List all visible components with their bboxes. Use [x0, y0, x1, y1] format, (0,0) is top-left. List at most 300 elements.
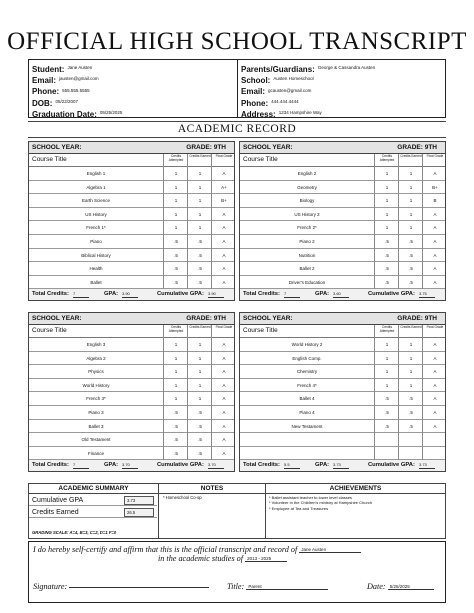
final-grade: A	[222, 382, 226, 388]
credits-attempted-header: Credits Attempted	[168, 154, 184, 162]
final-grade: A+	[221, 184, 227, 190]
student-value: Jane Austen	[67, 65, 93, 71]
table-row	[29, 379, 234, 393]
credits-attempted: 1	[385, 184, 389, 190]
final-grade: A	[222, 171, 226, 176]
address-label: Address:	[241, 109, 276, 119]
credits-attempted: .5	[385, 266, 389, 272]
course-title: English 1	[86, 171, 106, 176]
table-row	[29, 167, 234, 181]
table-row	[240, 262, 445, 276]
cumulative-gpa-row	[29, 495, 157, 506]
cumulative-gpa-value: 3.73	[419, 461, 435, 469]
credits-attempted: 1	[174, 171, 178, 176]
school-year-label: SCHOOL YEAR:	[243, 315, 293, 322]
final-grade: A	[433, 409, 437, 415]
column-divider	[398, 325, 399, 460]
credits-earned: .5	[409, 279, 413, 285]
academic-summary-title: ACADEMIC SUMMARY	[29, 484, 158, 494]
column-divider	[422, 325, 423, 460]
school-phone-value: 444.444.4444	[271, 98, 299, 104]
year-table	[239, 312, 446, 472]
email-row	[32, 73, 241, 84]
column-header	[240, 325, 445, 338]
course-title: Geometry	[297, 184, 317, 190]
credits-attempted: .5	[385, 279, 389, 285]
credits-earned: 1	[409, 184, 413, 190]
year-table	[239, 141, 446, 301]
final-grade: A	[222, 396, 226, 402]
title-field[interactable]	[227, 582, 328, 591]
column-divider	[422, 154, 423, 289]
course-title-header: Course Title	[32, 327, 67, 334]
school-value: Austen Homeschool	[273, 76, 314, 82]
course-title: English 2	[297, 171, 317, 176]
table-row	[240, 221, 445, 235]
final-grade: A	[433, 279, 437, 285]
credits-attempted: .5	[385, 409, 389, 415]
table-row	[240, 406, 445, 420]
credits-earned: 1	[409, 211, 413, 217]
final-grade: A	[222, 225, 226, 231]
course-title: Driver's Education	[288, 279, 326, 285]
column-divider	[398, 154, 399, 289]
credits-earned-header: Credits Earned	[189, 325, 211, 329]
year-table	[28, 312, 235, 472]
credits-earned: 1	[409, 369, 413, 375]
course-title: Ballet 3	[88, 423, 104, 429]
credits-earned: 1	[198, 225, 202, 231]
column-divider	[187, 325, 188, 460]
credits-attempted: 1	[174, 211, 178, 217]
course-title: Finance	[87, 450, 104, 456]
credits-attempted: .5	[174, 450, 178, 456]
credits-attempted: 1	[174, 355, 178, 361]
final-grade: A	[433, 396, 437, 402]
credits-attempted: .5	[174, 279, 178, 285]
graduation-value: 05/25/2025	[99, 109, 123, 115]
course-title-header: Course Title	[243, 156, 278, 163]
credits-attempted: 1	[174, 369, 178, 375]
year-header	[29, 313, 234, 325]
credits-earned: 1	[198, 171, 202, 176]
achievement-item: * Employee at Tea and Treasures	[269, 505, 329, 511]
table-row	[240, 392, 445, 406]
column-divider	[163, 325, 164, 460]
final-grade: A	[222, 355, 226, 361]
gpa-label: GPA:	[315, 291, 330, 298]
signature-label: Signature:	[33, 582, 68, 591]
credits-attempted: 1	[174, 184, 178, 190]
signature-line[interactable]	[69, 587, 209, 588]
gpa-value: 3.70	[122, 461, 138, 469]
table-row	[240, 379, 445, 393]
credits-earned: .5	[198, 409, 202, 415]
final-grade: A	[433, 171, 437, 176]
course-title: Physics	[88, 369, 104, 375]
table-row	[29, 406, 234, 420]
title-label: Title:	[227, 582, 245, 591]
course-title: French 2*	[297, 225, 317, 231]
year-header	[240, 142, 445, 154]
course-title: World History 2	[291, 342, 323, 347]
credits-earned: 1	[198, 396, 202, 402]
final-grade: A	[433, 342, 437, 347]
cumulative-gpa-label: Cumulative GPA:	[368, 462, 415, 469]
year-header	[240, 313, 445, 325]
table-row	[240, 338, 445, 352]
final-grade: A	[222, 266, 226, 272]
parents-row	[241, 62, 450, 73]
certification-line-2	[158, 554, 287, 563]
total-credits-value: 5.5	[284, 461, 300, 469]
table-row	[240, 181, 445, 195]
course-title: Earth Science	[81, 198, 110, 204]
phone-row	[32, 84, 241, 95]
credits-earned: 1	[409, 342, 413, 347]
column-divider	[374, 325, 375, 460]
credits-attempted: 1	[174, 382, 178, 388]
final-grade: A	[433, 211, 437, 217]
grade-label: GRADE: 9TH	[397, 144, 437, 151]
graduation-label: Graduation Date:	[32, 109, 97, 119]
achievement-item: * Volunteer in the Children's ministry at Hampshire Church	[269, 500, 373, 506]
final-grade: B	[433, 198, 437, 204]
final-grade: A	[222, 342, 226, 347]
table-row	[29, 194, 234, 208]
credits-earned: 1	[198, 198, 202, 204]
credits-earned: 1	[198, 342, 202, 347]
credits-earned: .5	[198, 252, 202, 258]
table-row	[240, 249, 445, 263]
credits-earned-row	[29, 507, 157, 518]
credits-earned: .5	[198, 279, 202, 285]
credits-attempted: .5	[385, 423, 389, 429]
credits-attempted: 1	[174, 225, 178, 231]
total-credits-label: Total Credits:	[32, 291, 69, 298]
credits-earned-value: 26.5	[124, 508, 154, 517]
credits-earned: .5	[198, 450, 202, 456]
credits-attempted: 1	[385, 355, 389, 361]
table-row	[240, 420, 445, 434]
cumulative-gpa-label: Cumulative GPA:	[368, 291, 415, 298]
credits-attempted-header: Credits Attempted	[379, 325, 395, 333]
table-row	[29, 420, 234, 434]
notes-title: NOTES	[159, 484, 265, 494]
achievements-title: ACHIEVEMENTS	[266, 484, 445, 494]
credits-earned-header: Credits Earned	[189, 154, 211, 158]
cumulative-gpa-value: 3.73	[124, 496, 154, 505]
credits-earned: .5	[409, 238, 413, 244]
school-year-label: SCHOOL YEAR:	[32, 144, 82, 151]
achievement-item: * Ballet assistant teacher to lower level classes	[269, 495, 352, 500]
course-title: Health	[89, 266, 103, 272]
course-title: Piano 3	[88, 409, 104, 415]
table-row	[29, 262, 234, 276]
final-grade: A	[433, 252, 437, 258]
cumulative-gpa-value: 3.90	[208, 290, 224, 298]
school-email-label: Email:	[241, 87, 266, 97]
course-title: Nutrition	[298, 252, 316, 258]
credits-attempted: 1	[385, 198, 389, 204]
title-value[interactable]: Parent	[246, 584, 328, 590]
course-title: Algebra 2	[86, 355, 106, 361]
credits-earned: .5	[198, 266, 202, 272]
date-value[interactable]: 5/25/2025	[388, 584, 434, 590]
cumulative-gpa-value: 3.75	[419, 290, 435, 298]
school-year-label: SCHOOL YEAR:	[32, 315, 82, 322]
total-credits-value: 7	[73, 290, 89, 298]
column-divider	[211, 154, 212, 289]
parents-value: George & Cassandra Austen	[317, 65, 376, 71]
final-grade-header: Final Grade	[426, 325, 444, 329]
column-divider	[374, 154, 375, 289]
credits-attempted: 1	[174, 342, 178, 347]
credits-earned: 1	[409, 355, 413, 361]
address-value: 1234 Hampshire Way	[278, 109, 322, 115]
course-title: Old Testament	[81, 437, 111, 443]
page-title: OFFICIAL HIGH SCHOOL TRANSCRIPT	[7, 28, 467, 55]
parents-label: Parents/Guardians:	[241, 65, 315, 74]
table-row	[240, 433, 445, 447]
cumulative-gpa-label: Cumulative GPA:	[157, 462, 204, 469]
credits-earned-header: Credits Earned	[400, 325, 422, 329]
table-row	[240, 235, 445, 249]
course-title: Ballet	[90, 279, 102, 285]
table-row	[29, 433, 234, 447]
table-row	[240, 365, 445, 379]
dob-row	[32, 96, 241, 107]
certification-box	[28, 541, 446, 603]
phone-label: Phone:	[32, 87, 60, 97]
final-grade-header: Final Grade	[426, 154, 444, 158]
credits-earned-header: Credits Earned	[400, 154, 422, 158]
gpa-value: 3.73	[333, 461, 349, 469]
course-title: World History	[82, 382, 110, 388]
final-grade-header: Final Grade	[215, 325, 233, 329]
credits-attempted: .5	[174, 409, 178, 415]
dob-label: DOB:	[32, 98, 53, 108]
course-title: Biology	[299, 198, 315, 204]
credits-attempted: 1	[385, 211, 389, 217]
credits-attempted: .5	[174, 423, 178, 429]
final-grade: A	[222, 211, 226, 217]
section-title: ACADEMIC RECORD	[177, 123, 297, 135]
credits-earned-label: Credits Earned	[32, 509, 79, 516]
grade-label: GRADE: 9TH	[397, 315, 437, 322]
table-row	[29, 392, 234, 406]
course-title: Piano 4	[299, 409, 315, 415]
grade-label: GRADE: 9TH	[186, 144, 226, 151]
date-label: Date:	[367, 582, 386, 591]
student-row	[32, 62, 241, 73]
column-header	[29, 325, 234, 338]
credits-earned: .5	[409, 396, 413, 402]
school-phone-row	[241, 96, 450, 107]
final-grade: A	[222, 252, 226, 258]
final-grade: A	[433, 266, 437, 272]
cumulative-gpa-label: Cumulative GPA:	[157, 291, 204, 298]
course-title: French 1*	[86, 225, 106, 231]
column-divider	[211, 325, 212, 460]
column-divider	[163, 154, 164, 289]
certification-years: 2013 - 2025	[245, 556, 287, 562]
course-title: English 3	[86, 342, 106, 347]
credits-earned: .5	[409, 266, 413, 272]
school-email-row	[241, 84, 450, 95]
table-row	[29, 276, 234, 290]
course-title: Piano 2	[299, 238, 315, 244]
final-grade: A	[433, 355, 437, 361]
school-info	[241, 62, 450, 118]
course-title: French 3*	[86, 396, 106, 402]
student-info-box	[28, 59, 446, 118]
column-header	[240, 154, 445, 167]
credits-attempted: 1	[385, 342, 389, 347]
credits-attempted: .5	[385, 252, 389, 258]
course-title: Algebra 1	[86, 184, 106, 190]
course-title: Piano	[90, 238, 102, 244]
table-row	[29, 249, 234, 263]
credits-attempted: 1	[174, 396, 178, 402]
achievements-list	[269, 495, 372, 511]
totals-row	[29, 460, 234, 471]
credits-attempted: .5	[174, 238, 178, 244]
school-year-label: SCHOOL YEAR:	[243, 144, 293, 151]
certification-name: Jane Austen	[299, 547, 361, 553]
table-row	[29, 181, 234, 195]
credits-earned: 1	[409, 382, 413, 388]
final-grade-header: Final Grade	[215, 154, 233, 158]
school-row	[241, 73, 450, 84]
credits-attempted-header: Credits Attempted	[379, 154, 395, 162]
gpa-label: GPA:	[315, 462, 330, 469]
cumulative-gpa-value: 3.70	[208, 461, 224, 469]
final-grade: A	[222, 369, 226, 375]
course-title: New Testament	[291, 423, 323, 429]
table-row	[29, 208, 234, 222]
table-row	[29, 447, 234, 461]
table-row	[240, 167, 445, 181]
credits-earned: 1	[409, 198, 413, 204]
table-row	[240, 194, 445, 208]
total-credits-value: 7	[73, 461, 89, 469]
cumulative-gpa-label: Cumulative GPA	[32, 497, 84, 504]
final-grade: A	[433, 369, 437, 375]
credits-attempted: .5	[174, 266, 178, 272]
table-row	[29, 221, 234, 235]
column-divider	[187, 154, 188, 289]
final-grade: A	[222, 450, 226, 456]
section-rule-top	[28, 121, 446, 122]
credits-earned: 1	[409, 171, 413, 176]
course-title-header: Course Title	[243, 327, 278, 334]
table-row	[240, 447, 445, 461]
final-grade: A	[222, 423, 226, 429]
final-grade: A	[222, 279, 226, 285]
phone-value: 555.555.5555	[62, 87, 90, 93]
course-title-header: Course Title	[32, 156, 67, 163]
school-phone-label: Phone:	[241, 98, 269, 108]
totals-row	[240, 460, 445, 471]
credits-earned: .5	[198, 238, 202, 244]
credits-earned: .5	[409, 409, 413, 415]
student-info	[32, 62, 241, 118]
final-grade: A	[222, 437, 226, 443]
total-credits-value: 7	[284, 290, 300, 298]
final-grade: A	[222, 238, 226, 244]
final-grade: A	[433, 225, 437, 231]
school-label: School:	[241, 76, 271, 86]
credits-attempted: .5	[174, 437, 178, 443]
credits-attempted: 1	[385, 369, 389, 375]
table-row	[29, 235, 234, 249]
credits-earned: .5	[198, 437, 202, 443]
dob-value: 05/22/2007	[55, 98, 78, 104]
course-title: Chemistry	[296, 369, 318, 375]
credits-earned: 1	[409, 225, 413, 231]
date-field[interactable]	[367, 582, 434, 591]
credits-attempted: .5	[174, 252, 178, 258]
school-email-value: gcausten@gmail.com	[268, 87, 312, 93]
credits-attempted: 1	[385, 382, 389, 388]
table-row	[240, 208, 445, 222]
table-row	[29, 365, 234, 379]
graduation-row	[32, 107, 241, 118]
email-label: Email:	[32, 76, 57, 86]
final-grade: A	[433, 382, 437, 388]
credits-attempted: .5	[385, 238, 389, 244]
course-title: Biblical History	[81, 252, 111, 258]
signature-field[interactable]	[33, 582, 209, 591]
credits-earned: .5	[409, 252, 413, 258]
totals-row	[29, 289, 234, 300]
year-table	[28, 141, 235, 301]
credits-earned: 1	[198, 382, 202, 388]
student-label: Student:	[32, 65, 65, 74]
email-value: jausten@gmail.com	[59, 76, 99, 82]
table-row	[240, 352, 445, 366]
gpa-value: 3.60	[333, 290, 349, 298]
credits-earned: .5	[198, 423, 202, 429]
course-title: US History 2	[294, 211, 320, 217]
course-title: Ballet 4	[299, 396, 315, 402]
grading-scale: GRADING SCALE: A=4, B=3, C=2, D=1 F=0	[32, 530, 117, 535]
final-grade: A	[433, 238, 437, 244]
notes-text: * Homeschool Co-op	[163, 495, 202, 500]
credits-attempted: .5	[385, 396, 389, 402]
column-header	[29, 154, 234, 167]
course-title: English Comp.	[292, 355, 322, 361]
grade-label: GRADE: 9TH	[186, 315, 226, 322]
certification-line-1	[33, 545, 361, 554]
summary-area	[28, 483, 446, 539]
final-grade: A	[433, 423, 437, 429]
course-title: French 4*	[297, 382, 317, 388]
section-rule-bottom	[28, 137, 446, 138]
credits-earned: .5	[409, 423, 413, 429]
total-credits-label: Total Credits:	[32, 462, 69, 469]
table-row	[29, 352, 234, 366]
table-row	[240, 276, 445, 290]
gpa-label: GPA:	[104, 291, 119, 298]
final-grade: B+	[221, 198, 227, 204]
totals-row	[240, 289, 445, 300]
credits-earned: 1	[198, 184, 202, 190]
table-row	[29, 338, 234, 352]
credits-earned: 1	[198, 369, 202, 375]
gpa-value: 3.90	[122, 290, 138, 298]
